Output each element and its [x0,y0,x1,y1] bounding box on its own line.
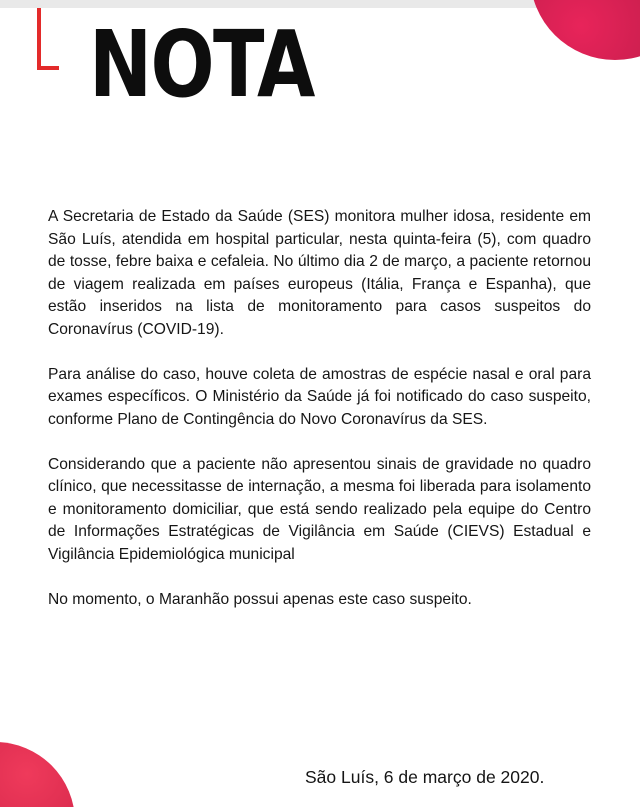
paragraph-3: Considerando que a paciente não apresentou sinais de gravidade no quadro clínico, que necessitasse de internação, a mesma foi liberada para isolamento e monitoramento domiciliar, que está sendo realizado pela equipe do Centro de Informações Estratégicas de Vigilância em Saúde (CIEVS) Estadual e Vigilância Epidemiológica municipal [48,455,591,563]
decorative-corner-top-right [530,0,640,60]
bracket-vertical-stroke [37,8,41,70]
paragraph-4: No momento, o Maranhão possui apenas este caso suspeito. [48,590,472,608]
date-line: São Luís, 6 de março de 2020. [305,767,545,787]
paragraph-1: A Secretaria de Estado da Saúde (SES) monitora mulher idosa, residente em São Luís, atendida em hospital particular, nesta quinta-feira (5), com quadro de tosse, febre baixa e cefaleia. No último dia 2 de março, a paciente retornou de viagem realizada em países europeus (Itália, França e Espanha), que estão inseridos na lista de monitoramento para casos suspeitos do Coronavírus (COVID-19). [48,208,591,338]
bracket-horizontal-stroke [37,66,59,70]
red-corner-bracket-icon [37,8,59,70]
page-title: NOTA [89,11,314,118]
document-body [48,206,591,634]
decorative-corner-bottom-left [0,742,75,807]
paragraph-2: Para análise do caso, houve coleta de amostras de espécie nasal e oral para exames específicos. O Ministério da Saúde já foi notificado do caso suspeito, conforme Plano de Contingência do Novo Coronavírus da SES. [48,365,591,428]
